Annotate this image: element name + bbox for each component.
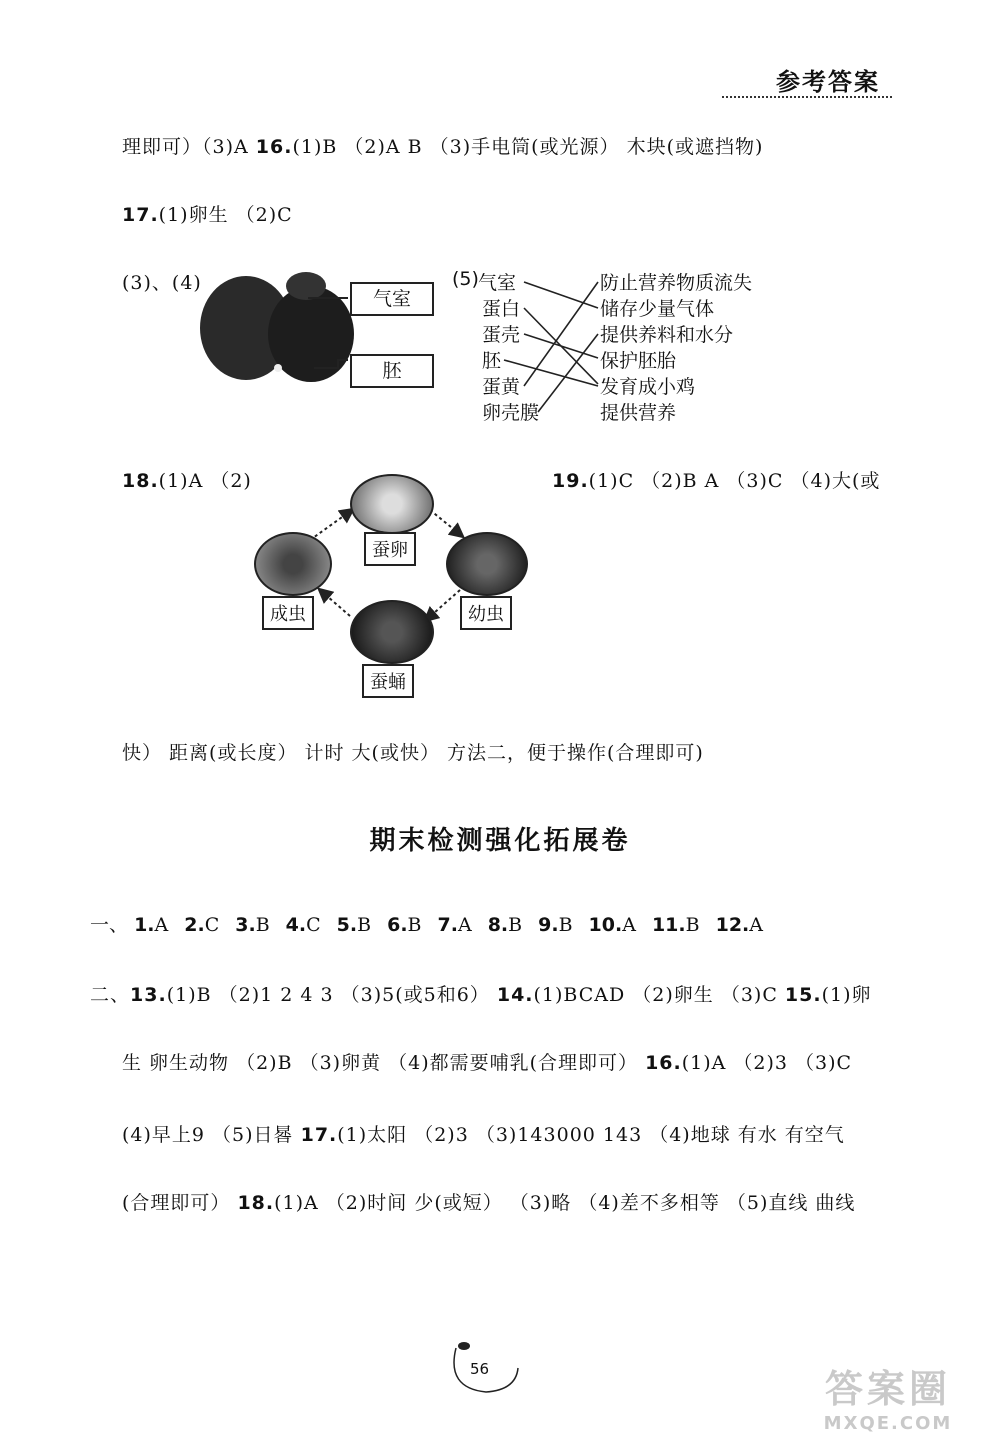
mc-answer <box>184 914 219 936</box>
answer-text: A <box>457 914 472 936</box>
mc-answer <box>286 914 321 936</box>
part-two-line-1 <box>90 980 872 1007</box>
question-number: 17. <box>300 1124 338 1146</box>
mc-answer-list <box>134 914 779 936</box>
part-two-line-4 <box>122 1188 855 1215</box>
question-number: 13. <box>130 984 167 1006</box>
stage-label-larva: 幼虫 <box>460 596 512 630</box>
answer-text: (1)A （2)3 （3)C <box>681 1052 853 1074</box>
stage-label-egg: 蚕卵 <box>364 532 416 566</box>
watermark-logo <box>788 1358 988 1434</box>
answer-line-17 <box>122 200 293 227</box>
mc-answer <box>387 914 421 936</box>
question-number: 18. <box>122 470 159 492</box>
answer-text: 理即可）（3)A <box>122 136 249 158</box>
answer-text: (1)B （2)A B （3)手电筒(或光源） 木块(或遮挡物) <box>292 136 764 158</box>
question-number: 16. <box>255 136 293 158</box>
sub-question-label: (3)、(4) <box>122 272 202 294</box>
answer-text: B <box>407 914 422 936</box>
mc-answer <box>438 914 472 936</box>
matching-left-item: 蛋壳 <box>482 324 521 346</box>
answer-text: A <box>749 914 763 936</box>
matching-right-item: 储存少量气体 <box>600 298 715 320</box>
answer-text: (1)太阳 （2)3 （3)143000 143 （4)地球 有水 有空气 <box>337 1124 845 1146</box>
question-number: 8. <box>487 914 509 936</box>
answer-text: C <box>204 914 220 936</box>
watermark-url: MXQE.COM <box>823 1413 953 1434</box>
answer-text: (1)C （2)B A （3)C （4)大(或 <box>588 470 881 492</box>
mc-answer <box>538 914 572 936</box>
mc-answer <box>337 914 371 936</box>
matching-lines <box>452 268 782 428</box>
question-number: 7. <box>437 914 458 936</box>
answer-text: (合理即可） <box>122 1192 238 1214</box>
matching-left-item: 蛋白 <box>482 298 521 320</box>
question-number: 15. <box>784 984 822 1006</box>
matching-exercise <box>452 268 782 428</box>
part-label: 一、 <box>90 914 129 936</box>
answer-text: (1)A （2) <box>158 470 252 492</box>
answer-text: C <box>306 914 321 936</box>
header-rule <box>722 96 892 98</box>
answer-text: (1)BCAD （2)卵生 （3)C <box>533 984 785 1006</box>
answer-text: (1)A （2)时间 少(或短） （3)略 （4)差不多相等 （5)直线 曲线 <box>274 1192 856 1214</box>
question-number: 14. <box>496 984 534 1006</box>
matching-left-item: 蛋黄 <box>482 376 521 398</box>
question-number: 11. <box>651 914 686 936</box>
part-two-line-2 <box>122 1048 852 1075</box>
answer-text: B <box>357 914 372 936</box>
mc-answer <box>134 914 168 936</box>
question-number: 12. <box>715 914 750 936</box>
silkworm-larva-image <box>446 532 528 596</box>
matching-left-item: 气室 <box>478 272 517 294</box>
matching-left-item: 胚 <box>482 350 502 372</box>
mc-answer <box>488 914 522 936</box>
air-chamber-label: 气室 <box>350 282 434 316</box>
mc-answer <box>652 914 700 936</box>
stage-label-adult: 成虫 <box>262 596 314 630</box>
answer-text: A <box>154 914 169 936</box>
mc-answer <box>235 914 269 936</box>
matching-right-item: 提供养料和水分 <box>600 324 734 346</box>
question-number: 3. <box>235 914 256 936</box>
embryo-label: 胚 <box>350 354 434 388</box>
answer-text: B <box>685 914 700 936</box>
matching-right-item: 防止营养物质流失 <box>600 272 753 294</box>
answer-text: B <box>558 914 573 936</box>
question-number: 18. <box>237 1192 275 1214</box>
answer-text: (1)卵生 （2)C <box>158 204 293 226</box>
silkworm-egg-image <box>350 474 434 534</box>
mc-answer <box>589 914 636 936</box>
page-number: 56 <box>470 1360 490 1378</box>
question-number: 17. <box>122 204 159 226</box>
stage-label-pupa: 蚕蛹 <box>362 664 414 698</box>
answer-line-18 <box>122 466 252 493</box>
matching-right-item: 提供营养 <box>600 402 677 424</box>
silkworm-adult-image <box>254 532 332 596</box>
silkworm-pupa-image <box>350 600 434 664</box>
part-one-answers <box>90 910 779 937</box>
question-number: 6. <box>387 914 408 936</box>
answer-text: (1)B （2)1 2 4 3 （3)5(或5和6） <box>166 984 497 1006</box>
question-number: 9. <box>538 914 559 936</box>
answer-text: 生 卵生动物 （2)B （3)卵黄 （4)都需要哺乳(合理即可） <box>122 1052 646 1074</box>
matching-right-item: 保护胚胎 <box>600 350 677 372</box>
watermark-text: 答案圈 <box>824 1367 951 1411</box>
question-number: 16. <box>645 1052 682 1074</box>
answer-text: B <box>508 914 523 936</box>
answer-text: B <box>255 914 270 936</box>
question-number: 4. <box>285 914 307 936</box>
question-number: 19. <box>552 470 589 492</box>
question-number: 10. <box>588 914 623 936</box>
page-header-title: 参考答案 <box>776 68 880 96</box>
answer-line-1 <box>122 132 763 159</box>
section-title: 期末检测强化拓展卷 <box>369 826 631 856</box>
answer-line-19-continued: 快） 距离(或长度） 计时 大(或快） 方法二，便于操作(合理即可) <box>122 742 704 764</box>
part-label: 二、 <box>90 984 131 1006</box>
answer-line-19 <box>552 466 880 493</box>
answer-text: (1)卵 <box>821 984 872 1006</box>
question-number: 1. <box>134 914 155 936</box>
silkworm-lifecycle-diagram <box>250 470 540 695</box>
question-number: 5. <box>336 914 358 936</box>
answer-text: A <box>622 914 636 936</box>
part-two-line-3 <box>122 1120 845 1147</box>
answer-text: (4)早上9 （5)日晷 <box>122 1124 301 1146</box>
matching-prefix: (5) <box>452 268 479 290</box>
matching-left-item: 卵壳膜 <box>482 402 540 424</box>
mc-answer <box>716 914 763 936</box>
matching-right-item: 发育成小鸡 <box>600 376 696 398</box>
question-number: 2. <box>184 914 205 936</box>
